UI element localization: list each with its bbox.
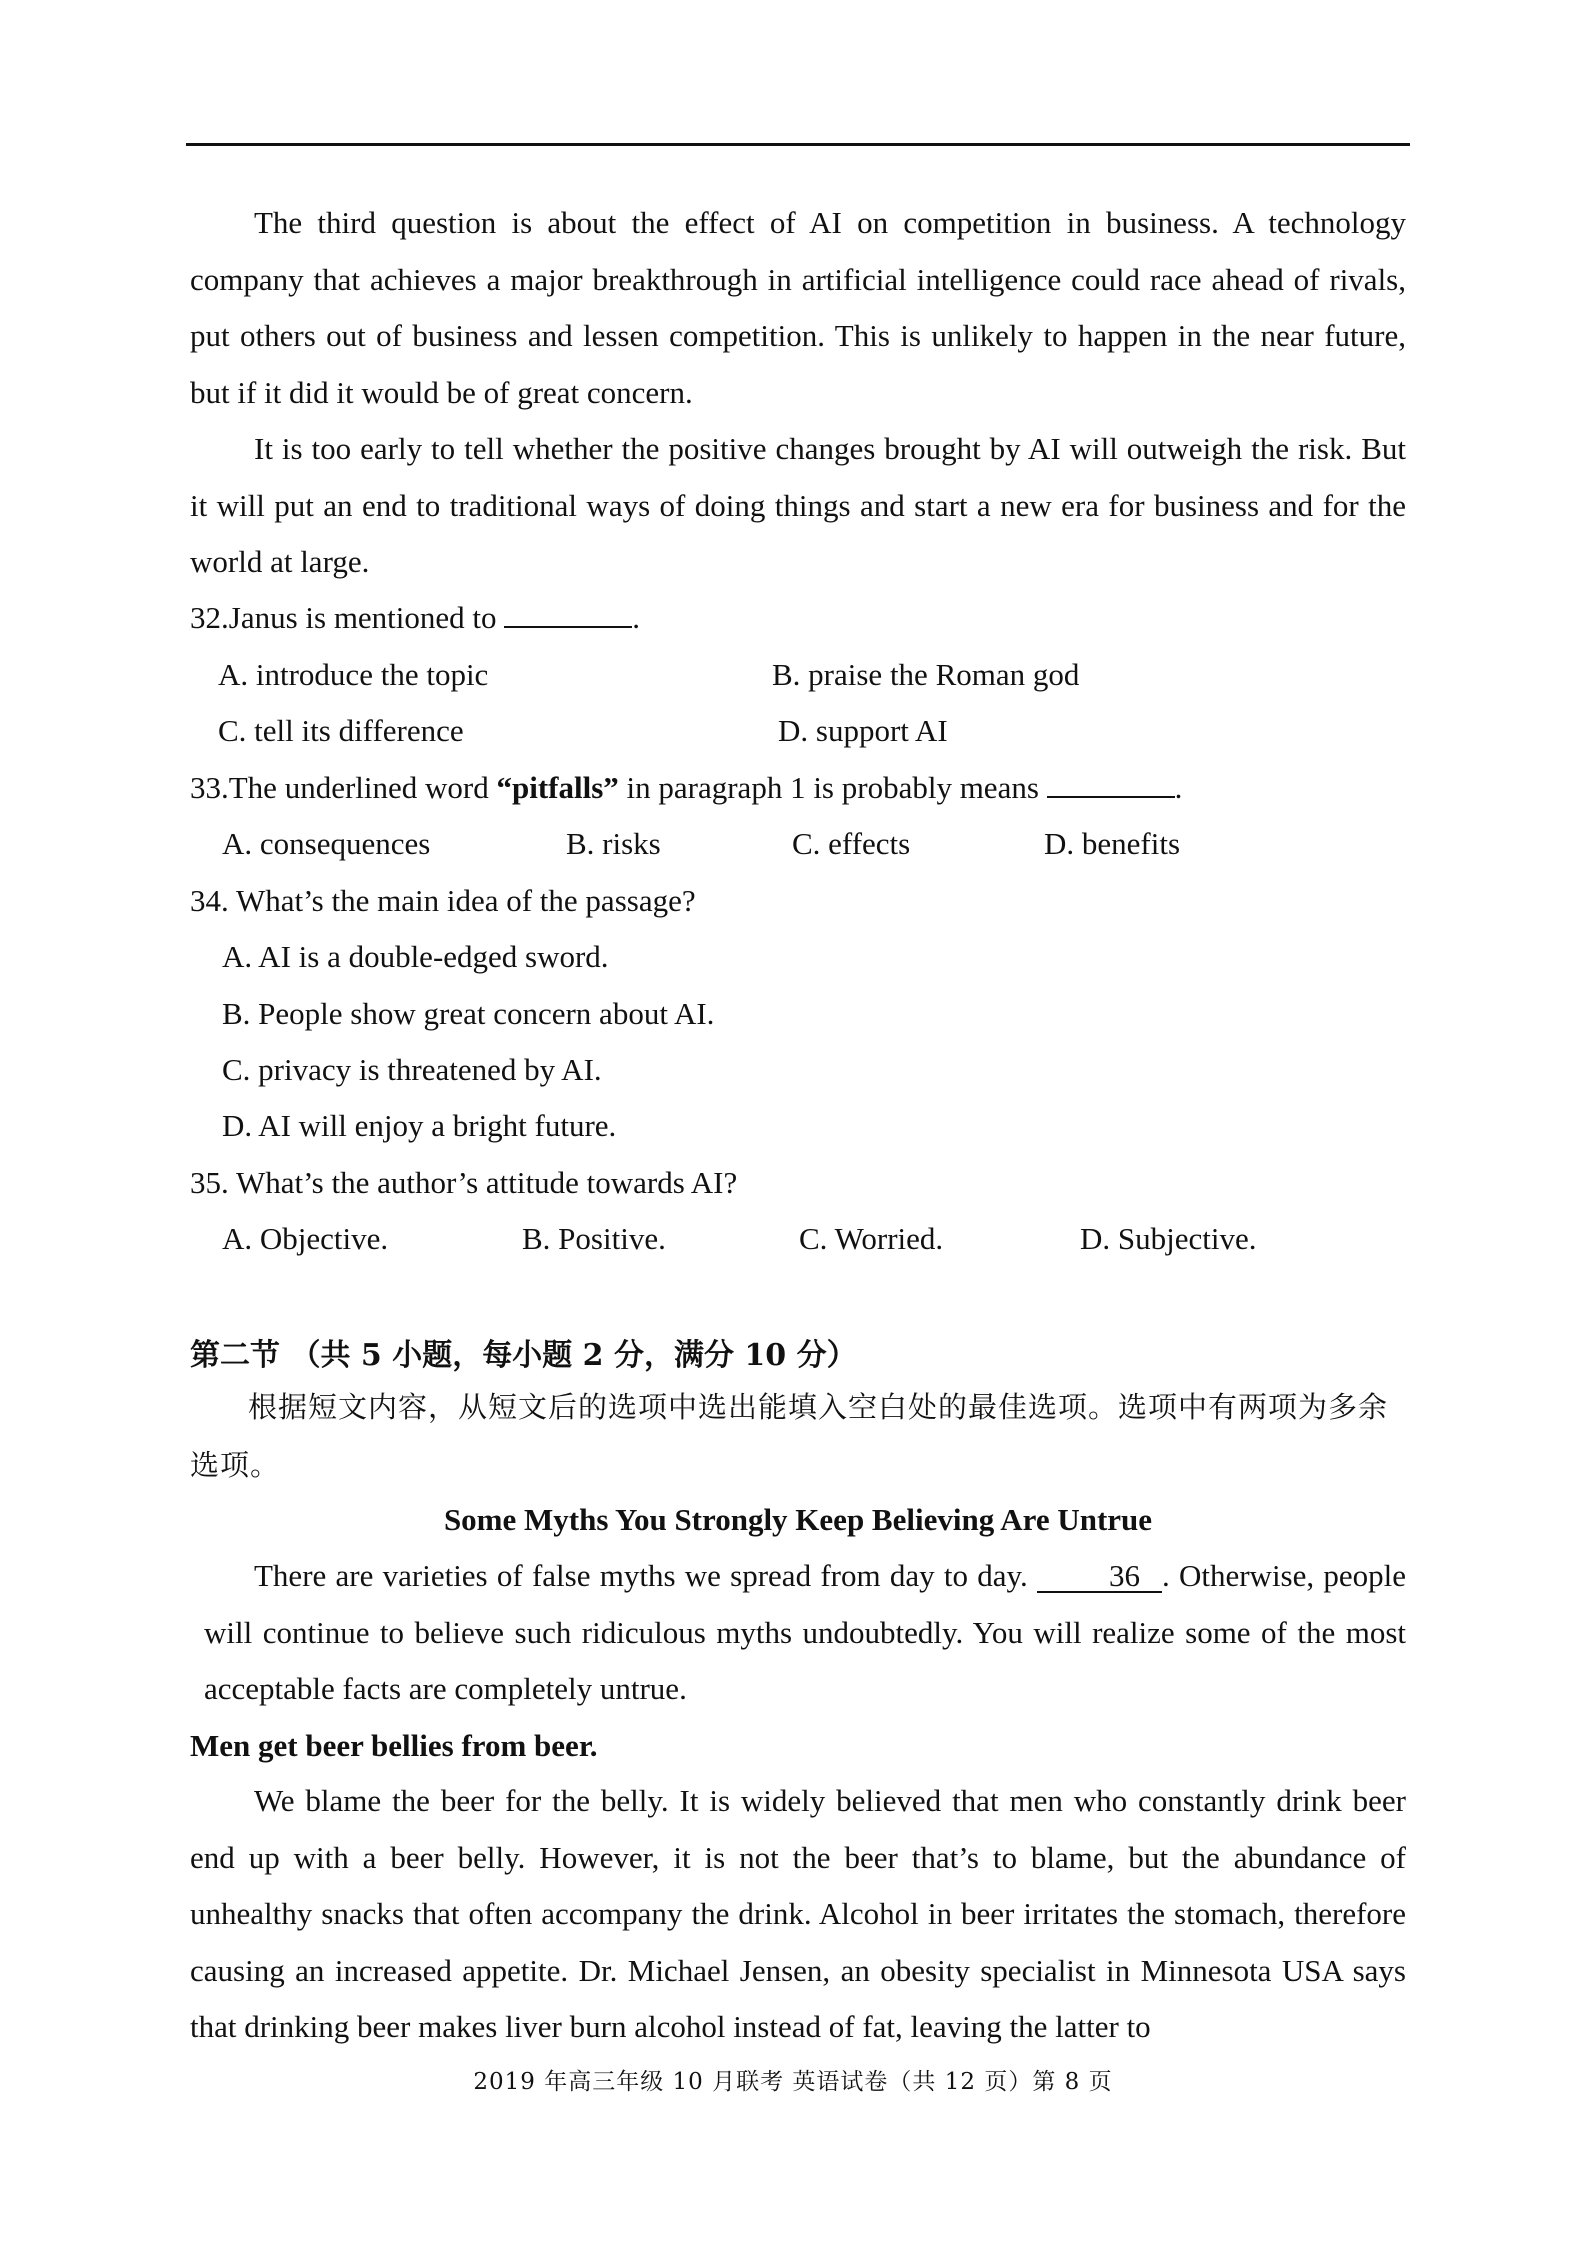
header-rule xyxy=(186,143,1410,146)
question-34-option-b: B. People show great concern about AI. xyxy=(222,996,715,1031)
question-34-option-d: D. AI will enjoy a bright future. xyxy=(222,1108,617,1143)
question-33-option-d: D. benefits xyxy=(1044,826,1181,861)
question-34-option-c: C. privacy is threatened by AI. xyxy=(222,1052,602,1087)
myth-body-paragraph: We blame the beer for the belly. It is widely believed that men who constantly drink beer end up with a beer belly. However, it is not the beer that’s to blame, but the abundance of unhealthy snacks that often accompany the drink. Alcohol in beer irritates the stomach, therefore causing an increased appetite. Dr. Michael Jensen, an obesity specialist in Minnesota USA says that drinking beer makes liver burn alcohol instead of fat, leaving the latter to xyxy=(190,1783,1406,2044)
passage-title: Some Myths You Strongly Keep Believing Are Untrue xyxy=(443,1502,1153,1537)
question-33-stem: 33.The underlined word “pitfalls” in paragraph 1 is probably means . xyxy=(190,770,1183,805)
question-32-option-d: D. support AI xyxy=(778,713,948,748)
answer-blank-36: 36 xyxy=(1037,1561,1162,1593)
section-2-instruction: 根据短文内容，从短文后的选项中选出能填入空白处的最佳选项。选项中有两项为多余选项。 xyxy=(190,1390,1389,1482)
question-32-stem: 32.Janus is mentioned to . xyxy=(190,600,641,635)
question-32-text: 32.Janus is mentioned to xyxy=(190,600,497,635)
underlined-word: “pitfalls” xyxy=(496,770,619,805)
question-34-stem: 34. What’s the main idea of the passage? xyxy=(190,883,696,918)
question-35-option-d: D. Subjective. xyxy=(1080,1221,1257,1256)
question-32-option-c: C. tell its difference xyxy=(218,713,464,748)
question-33-option-b: B. risks xyxy=(566,826,661,861)
question-33-option-a: A. consequences xyxy=(222,826,431,861)
page-footer: 2019 年高三年级 10 月联考 英语试卷（共 12 页）第 8 页 xyxy=(473,2069,1113,2095)
question-33-option-c: C. effects xyxy=(792,826,911,861)
section-2-heading: 第二节 （共 5 小题，每小题 2 分，满分 10 分） xyxy=(190,1338,857,1373)
question-35-option-a: A. Objective. xyxy=(222,1221,389,1256)
answer-blank-33 xyxy=(1047,768,1175,798)
intro-paragraph: There are varieties of false myths we spread from day to day. 36 . Otherwise, people will continue to believe such ridiculous myths undoubtedly. You will realize some of the most acceptable facts are completely untrue. xyxy=(204,1558,1407,1706)
myth-subheading: Men get beer bellies from beer. xyxy=(190,1728,598,1763)
passage-paragraph-1: The third question is about the effect of AI on competition in business. A technology company that achieves a major breakthrough in artificial intelligence could race ahead of rivals, put others out of business and lessen competition. This is unlikely to happen in the near future, but if it did it would be of great concern. xyxy=(190,205,1406,410)
answer-blank-32 xyxy=(504,598,632,628)
question-32-option-a: A. introduce the topic xyxy=(218,657,489,692)
question-32-option-b: B. praise the Roman god xyxy=(772,657,1080,692)
question-35-stem: 35. What’s the author’s attitude towards AI? xyxy=(190,1165,738,1200)
passage-paragraph-2: It is too early to tell whether the positive changes brought by AI will outweigh the risk. But it will put an end to traditional ways of doing things and start a new era for business and for the world at large. xyxy=(190,431,1406,579)
question-35-option-c: C. Worried. xyxy=(799,1221,944,1256)
question-35-option-b: B. Positive. xyxy=(522,1221,666,1256)
question-34-option-a: A. AI is a double-edged sword. xyxy=(222,939,609,974)
